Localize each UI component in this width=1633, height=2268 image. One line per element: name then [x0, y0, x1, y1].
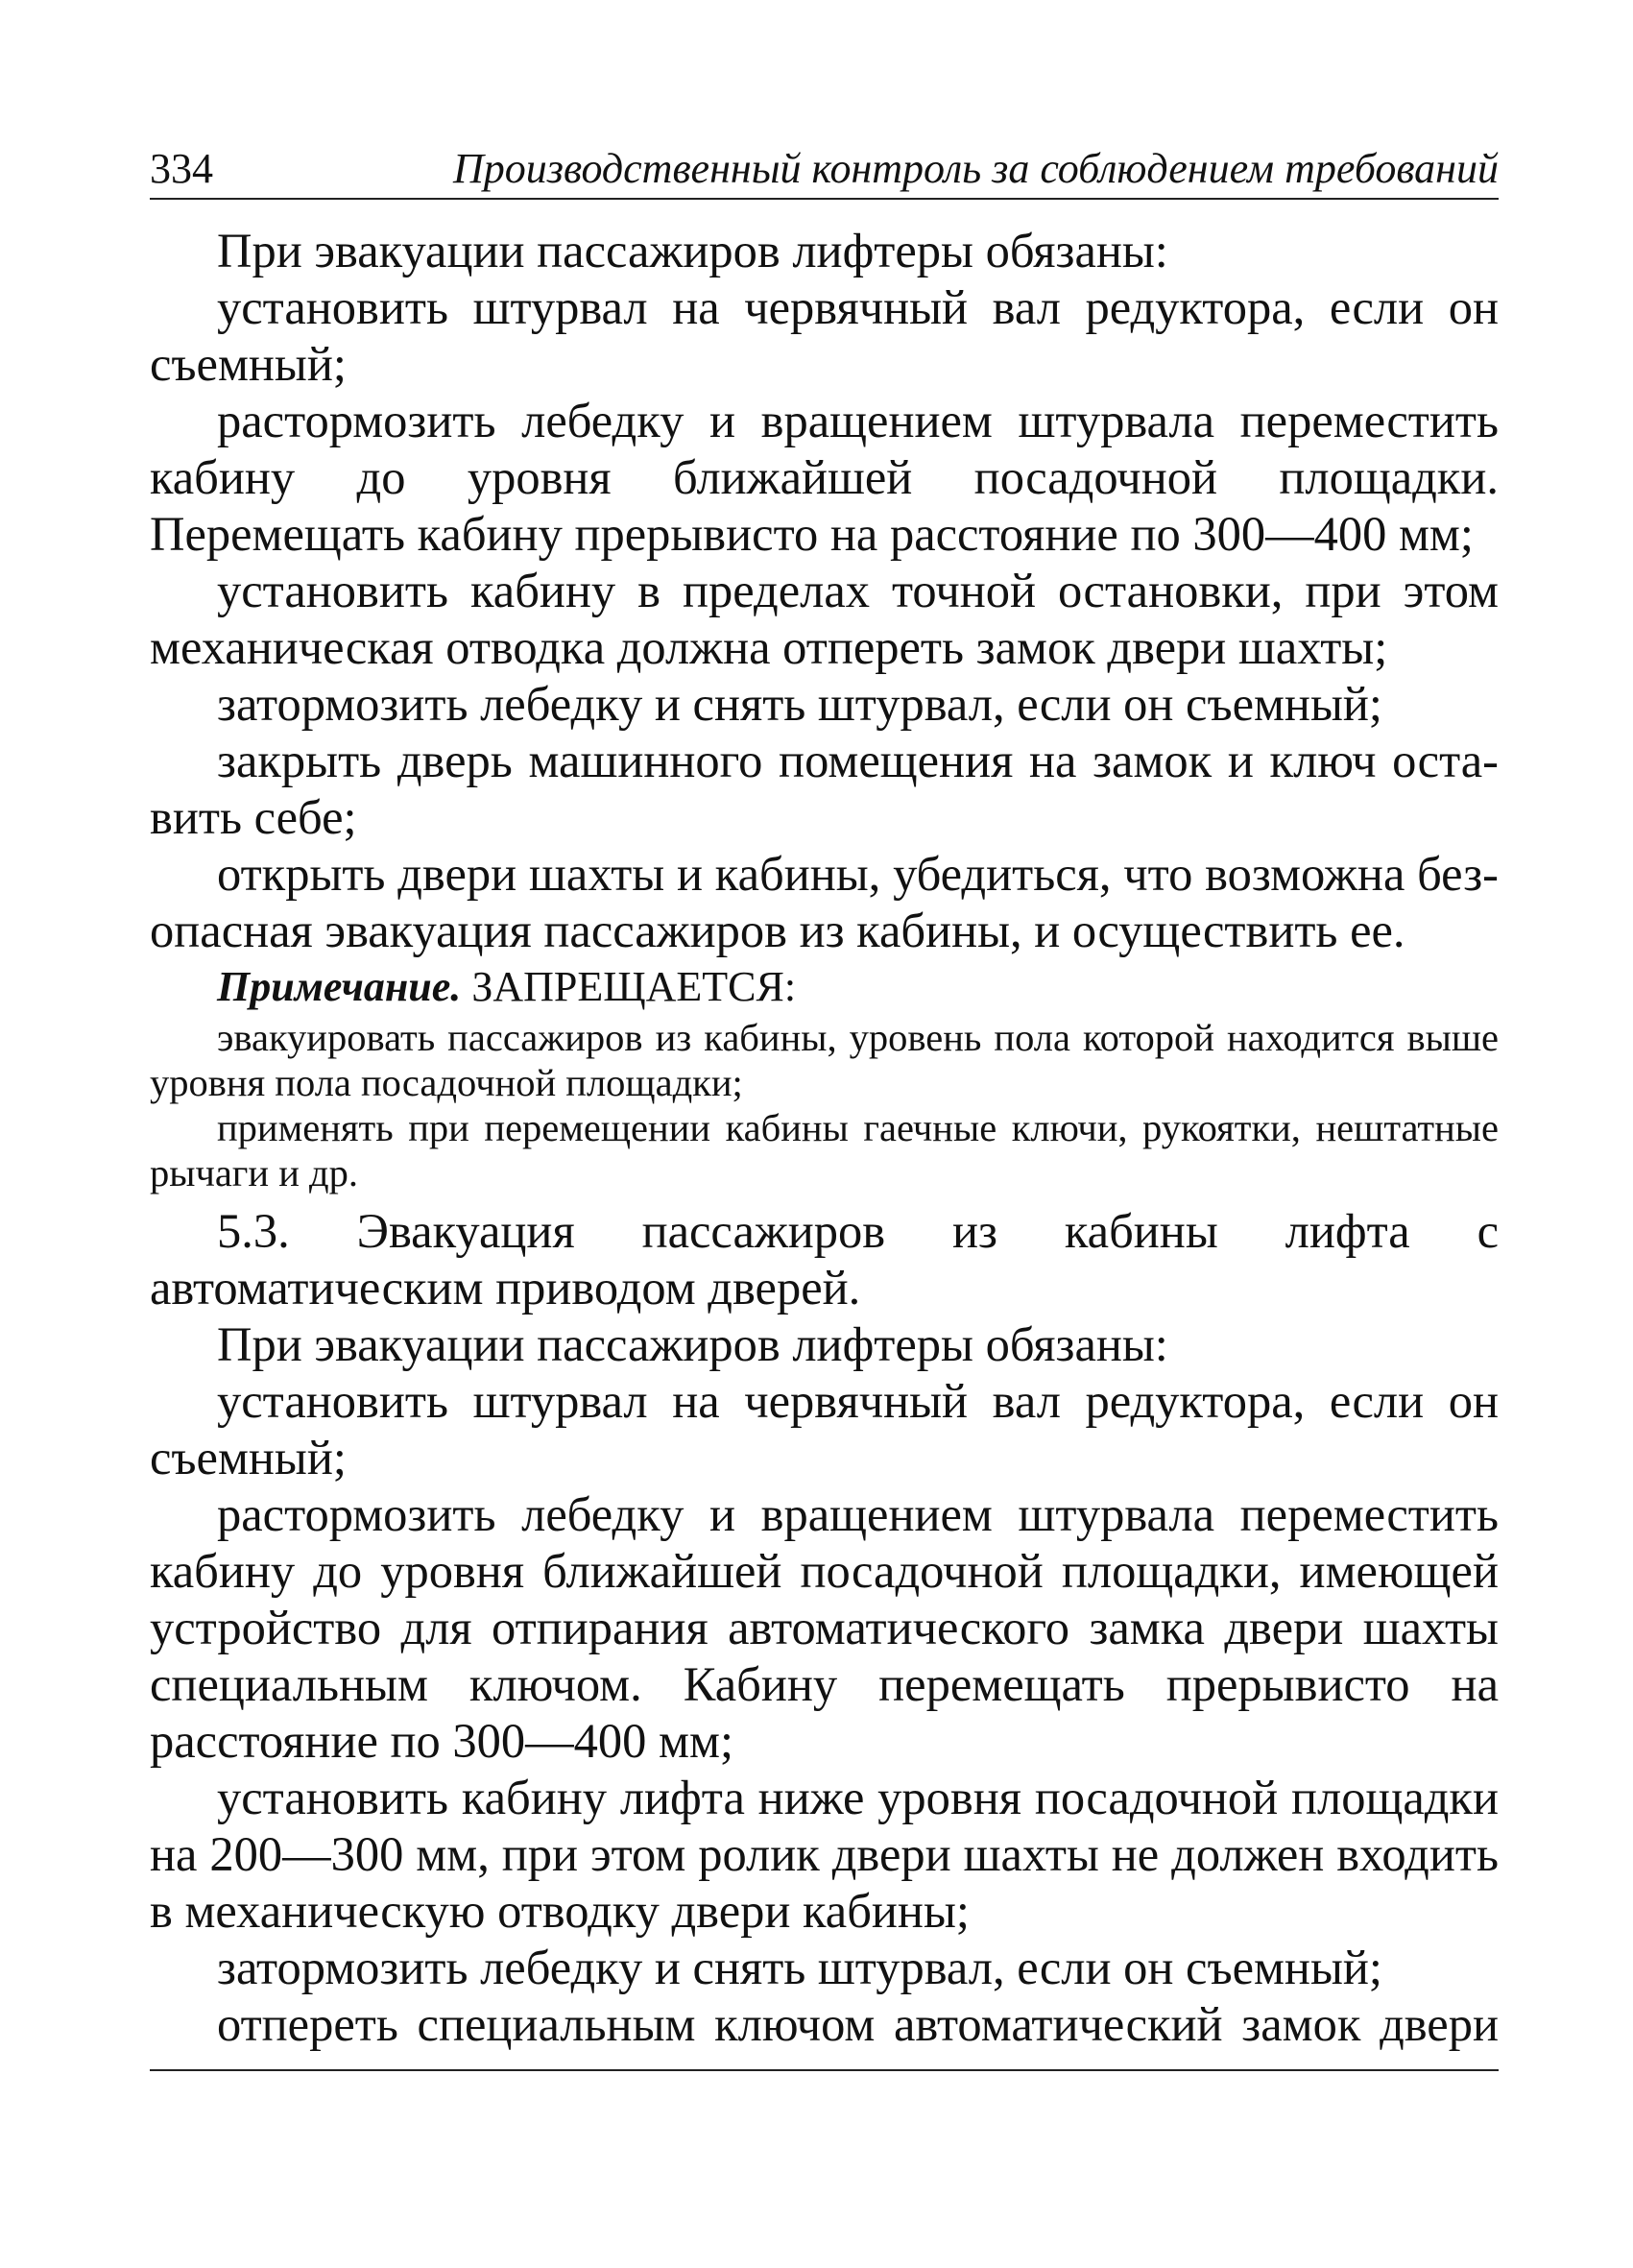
running-header [150, 144, 1499, 200]
note-title: ЗАПРЕЩАЕТСЯ: [471, 963, 797, 1010]
list-item: растормозить лебедку и вращением штурвала переместить кабину до уровня ближайшей посадочной площадки. Перемещать кабину прерывисто на расстояние по 300—400 мм; [150, 394, 1499, 561]
list-item: установить штурвал на червячный вал редуктора, если он съемный; [150, 280, 1499, 391]
list-item: растормозить лебедку и вращением штурвала переместить кабину до уровня ближайшей посадочной площадки, имеющей устройство для отпирания автоматического замка двери шахты специальным ключом. Кабину перемещать прерывисто на расстояние по 300—400 мм; [150, 1487, 1499, 1768]
paragraph-intro: При эвакуации пассажиров лифтеры обязаны: [217, 1317, 1168, 1371]
list-item: установить кабину лифта ниже уровня посадочной площадки на 200—300 мм, при этом ролик двери шахты не должен входить в механическую отводку двери кабины; [150, 1771, 1499, 1938]
note-block [150, 959, 1499, 1195]
section-evacuation-automatic [150, 1203, 1499, 2053]
note-item: эвакуировать пассажиров из кабины, уровень пола которой находится выше уровня пола посадочной площадки; [150, 1016, 1499, 1104]
list-item: отпереть специальным ключом автоматический замок двери [217, 1997, 1499, 2051]
section-evacuation-manual [150, 223, 1499, 959]
list-item: затормозить лебедку и снять штурвал, если он съемный; [217, 1941, 1382, 1994]
paragraph-intro: При эвакуации пассажиров лифтеры обязаны: [217, 224, 1168, 277]
note-item: применять при перемещении кабины гаечные ключи, рукоятки, нештатные рычаги и др. [150, 1106, 1499, 1194]
note-label: Примечание. [217, 963, 462, 1010]
book-page [150, 144, 1499, 2053]
list-item: закрыть дверь машинного помещения на замок и ключ оставить себе; [150, 734, 1499, 844]
list-item: установить кабину в пределах точной остановки, при этом механическая отводка должна отпереть замок двери шахты; [150, 564, 1499, 674]
running-title: Производственный контроль за соблюдением требований [453, 145, 1499, 192]
list-item: открыть двери шахты и кабины, убедиться, что возможна безопасная эвакуация пассажиров из кабины, и осуществить ее. [150, 847, 1499, 957]
list-item: установить штурвал на червячный вал редуктора, если он съемный; [150, 1374, 1499, 1484]
section-heading: 5.3. Эвакуация пассажиров из кабины лифта с автоматическим приводом дверей. [150, 1204, 1499, 1315]
page-number: 334 [150, 145, 213, 192]
note-heading [150, 959, 1499, 1015]
list-item: затормозить лебедку и снять штурвал, если он съемный; [217, 677, 1382, 731]
footer-rule [150, 2069, 1499, 2071]
